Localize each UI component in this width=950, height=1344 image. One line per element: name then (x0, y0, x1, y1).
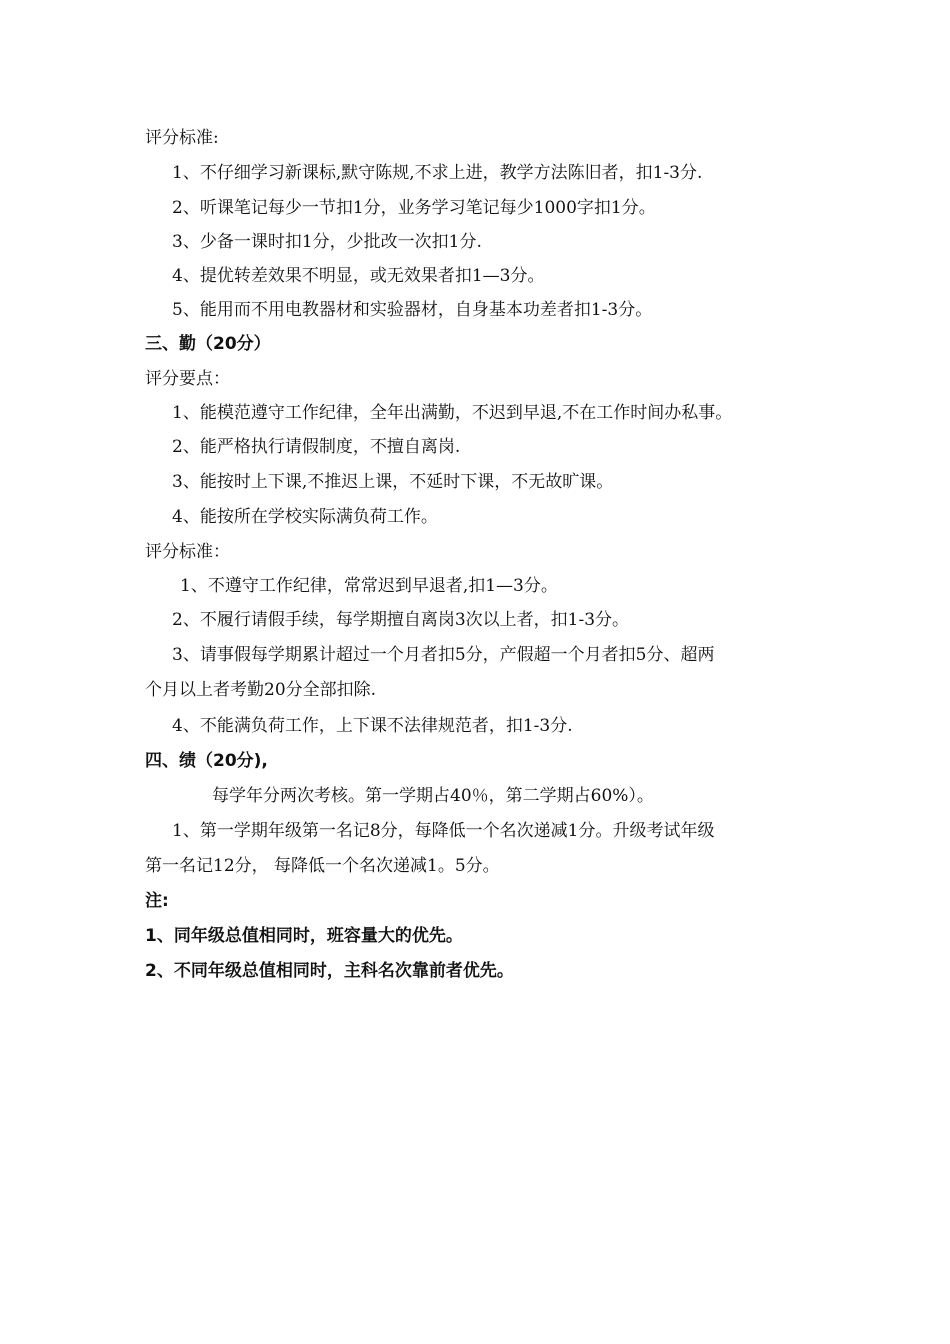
note-item-2: 2、不同年级总值相同时，主科名次靠前者优先。 (145, 961, 514, 981)
point-item-4: 4、能按所在学校实际满负荷工作。 (172, 507, 438, 527)
standard-item-2: 2、听课笔记每少一节扣1分，业务学习笔记每少1000字扣1分。 (172, 198, 656, 218)
attendance-standard-item-4: 4、不能满负荷工作，上下课不法律规范者，扣1-3分. (172, 716, 573, 736)
performance-item-1: 1、第一学期年级第一名记8分，每降低一个名次递减1分。升级考试年级 (172, 821, 715, 841)
performance-intro: 每学年分两次考核。第一学期占40％，第二学期占60%）。 (212, 786, 654, 806)
point-item-2: 2、能严格执行请假制度，不擅自离岗. (172, 437, 461, 457)
standard-item-5: 5、能用而不用电教器材和实验器材，自身基本功差者扣1-3分。 (172, 300, 653, 320)
attendance-standard-item-1: 1、不遵守工作纪律，常常迟到早退者,扣1—3分。 (180, 576, 558, 596)
scoring-standard-heading-2: 评分标准： (145, 542, 230, 562)
section-heading-attendance: 三、勤（20分） (145, 334, 271, 354)
attendance-standard-item-3: 3、请事假每学期累计超过一个月者扣5分，产假超一个月者扣5分、超两 (172, 645, 715, 665)
note-heading: 注: (145, 891, 169, 911)
scoring-points-heading: 评分要点： (145, 369, 230, 389)
standard-item-1: 1、不仔细学习新课标,默守陈规,不求上进，教学方法陈旧者，扣1-3分. (172, 163, 703, 183)
standard-item-3: 3、少备一课时扣1分，少批改一次扣1分. (172, 232, 482, 252)
standard-item-4: 4、提优转差效果不明显，或无效果者扣1—3分。 (172, 266, 545, 286)
point-item-1: 1、能模范遵守工作纪律，全年出满勤，不迟到早退,不在工作时间办私事。 (172, 403, 733, 423)
attendance-standard-item-2: 2、不履行请假手续，每学期擅自离岗3次以上者，扣1-3分。 (172, 610, 630, 630)
point-item-3: 3、能按时上下课,不推迟上课，不延时下课，不无故旷课。 (172, 472, 614, 492)
scoring-standard-heading-1: 评分标准: (145, 128, 219, 148)
performance-item-1-continued: 第一名记12分， 每降低一个名次递减1。5分。 (145, 856, 500, 876)
attendance-standard-item-3-continued: 个月以上者考勤20分全部扣除. (145, 680, 377, 700)
section-heading-performance: 四、绩（20分), (145, 751, 268, 771)
note-item-1: 1、同年级总值相同时，班容量大的优先。 (145, 926, 463, 946)
